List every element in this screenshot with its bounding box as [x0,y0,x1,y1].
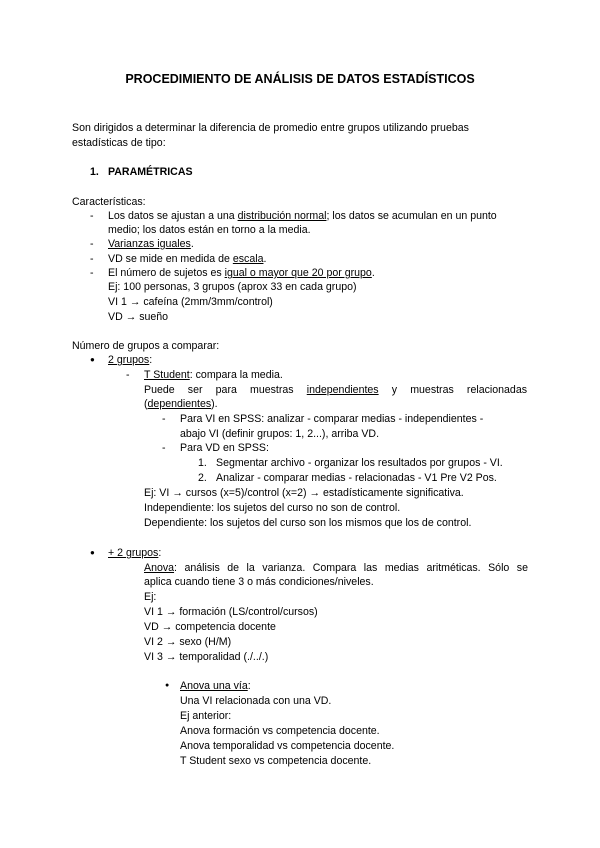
example-line: Ej: 100 personas, 3 grupos (aprox 33 en cada grupo) [108,281,357,293]
numero-grupos-label: Número de grupos a comparar: [72,340,220,352]
anova-line-cont: aplica cuando tiene 3 o más condiciones/niveles. [144,576,374,588]
una-via-line: T Student sexo vs competencia docente. [180,755,372,767]
una-via-line: Anova formación vs competencia docente. [180,725,380,737]
anova-line: Anova: análisis de la varianza. Compara las medias aritméticas. Sólo se [144,562,528,574]
list-item-normal-cont: medio; los datos están en torno a la media. [108,224,311,236]
step-text: Analizar - comparar medias - relacionadas - V1 Pre V2 Pos. [216,472,497,484]
tstudent-item: T Student: compara la media. [144,369,283,381]
dash-bullet: - [162,442,166,454]
list-item-sujetos: El número de sujetos es igual o mayor que 20 por grupo. [108,267,375,279]
puede-line: Puede ser para muestras independientes y muestras relacionadas [144,384,528,396]
independiente-line: Independiente: los sujetos del curso no son de control. [144,502,401,514]
dash-bullet: - [126,369,130,381]
dependiente-line: Dependiente: los sujetos del curso son los mismos que los de control. [144,517,472,529]
variable-line: VI 2 → sexo (H/M) [144,636,232,648]
una-via-line: Anova temporalidad vs competencia docente. [180,740,395,752]
dependientes-line: (dependientes). [144,398,218,410]
example-line: Ej: VI → cursos (x=5)/control (x=2) → estadísticamente significativa. [144,487,464,499]
spss-vd-line: Para VD en SPSS: [180,442,269,454]
list-item-escala: VD se mide en medida de escala. [108,253,267,265]
document-title: PROCEDIMIENTO DE ANÁLISIS DE DATOS ESTADÍSTICOS [125,72,475,86]
section-heading: PARAMÉTRICAS [108,166,193,178]
list-item-varianzas: Varianzas iguales. [108,238,194,250]
dos-grupos: 2 grupos: [108,354,153,366]
example-label: Ej: [144,591,157,603]
round-bullet: ● [90,355,95,364]
step-number: 2. [198,472,207,484]
dash-bullet: - [90,210,94,222]
mas-grupos: + 2 grupos: [108,547,162,559]
dash-bullet: - [162,413,166,425]
example-line: VI 1 → cafeína (2mm/3mm/control) [108,296,273,308]
intro-line-2: estadísticas de tipo: [72,137,166,149]
intro-line-1: Son dirigidos a determinar la diferencia de promedio entre grupos utilizando pruebas [72,122,469,134]
round-bullet: ● [90,548,95,557]
una-via-line: Ej anterior: [180,710,232,722]
step-text: Segmentar archivo - organizar los resultados por grupos - VI. [216,457,503,469]
section-number: 1. [90,166,99,178]
dash-bullet: - [90,253,94,265]
una-via-line: Una VI relacionada con una VD. [180,695,332,707]
caracteristicas-label: Características: [72,196,146,208]
variable-line: VI 1 → formación (LS/control/cursos) [144,606,318,618]
variable-line: VD → competencia docente [144,621,276,633]
dash-bullet: - [90,238,94,250]
variable-line: VI 3 → temporalidad (./../.) [144,651,269,663]
spss-vi-line: Para VI en SPSS: analizar - comparar medias - independientes - [180,413,484,425]
example-line: VD → sueño [108,311,169,323]
list-item-normal: Los datos se ajustan a una distribución normal; los datos se acumulan en un punto [108,210,497,222]
anova-una-via: Anova una vía: [180,680,251,692]
round-bullet: ● [165,682,170,689]
step-number: 1. [198,457,207,469]
dash-bullet: - [90,267,94,279]
spss-vi-line-cont: abajo VI (definir grupos: 1, 2...), arriba VD. [180,428,380,440]
